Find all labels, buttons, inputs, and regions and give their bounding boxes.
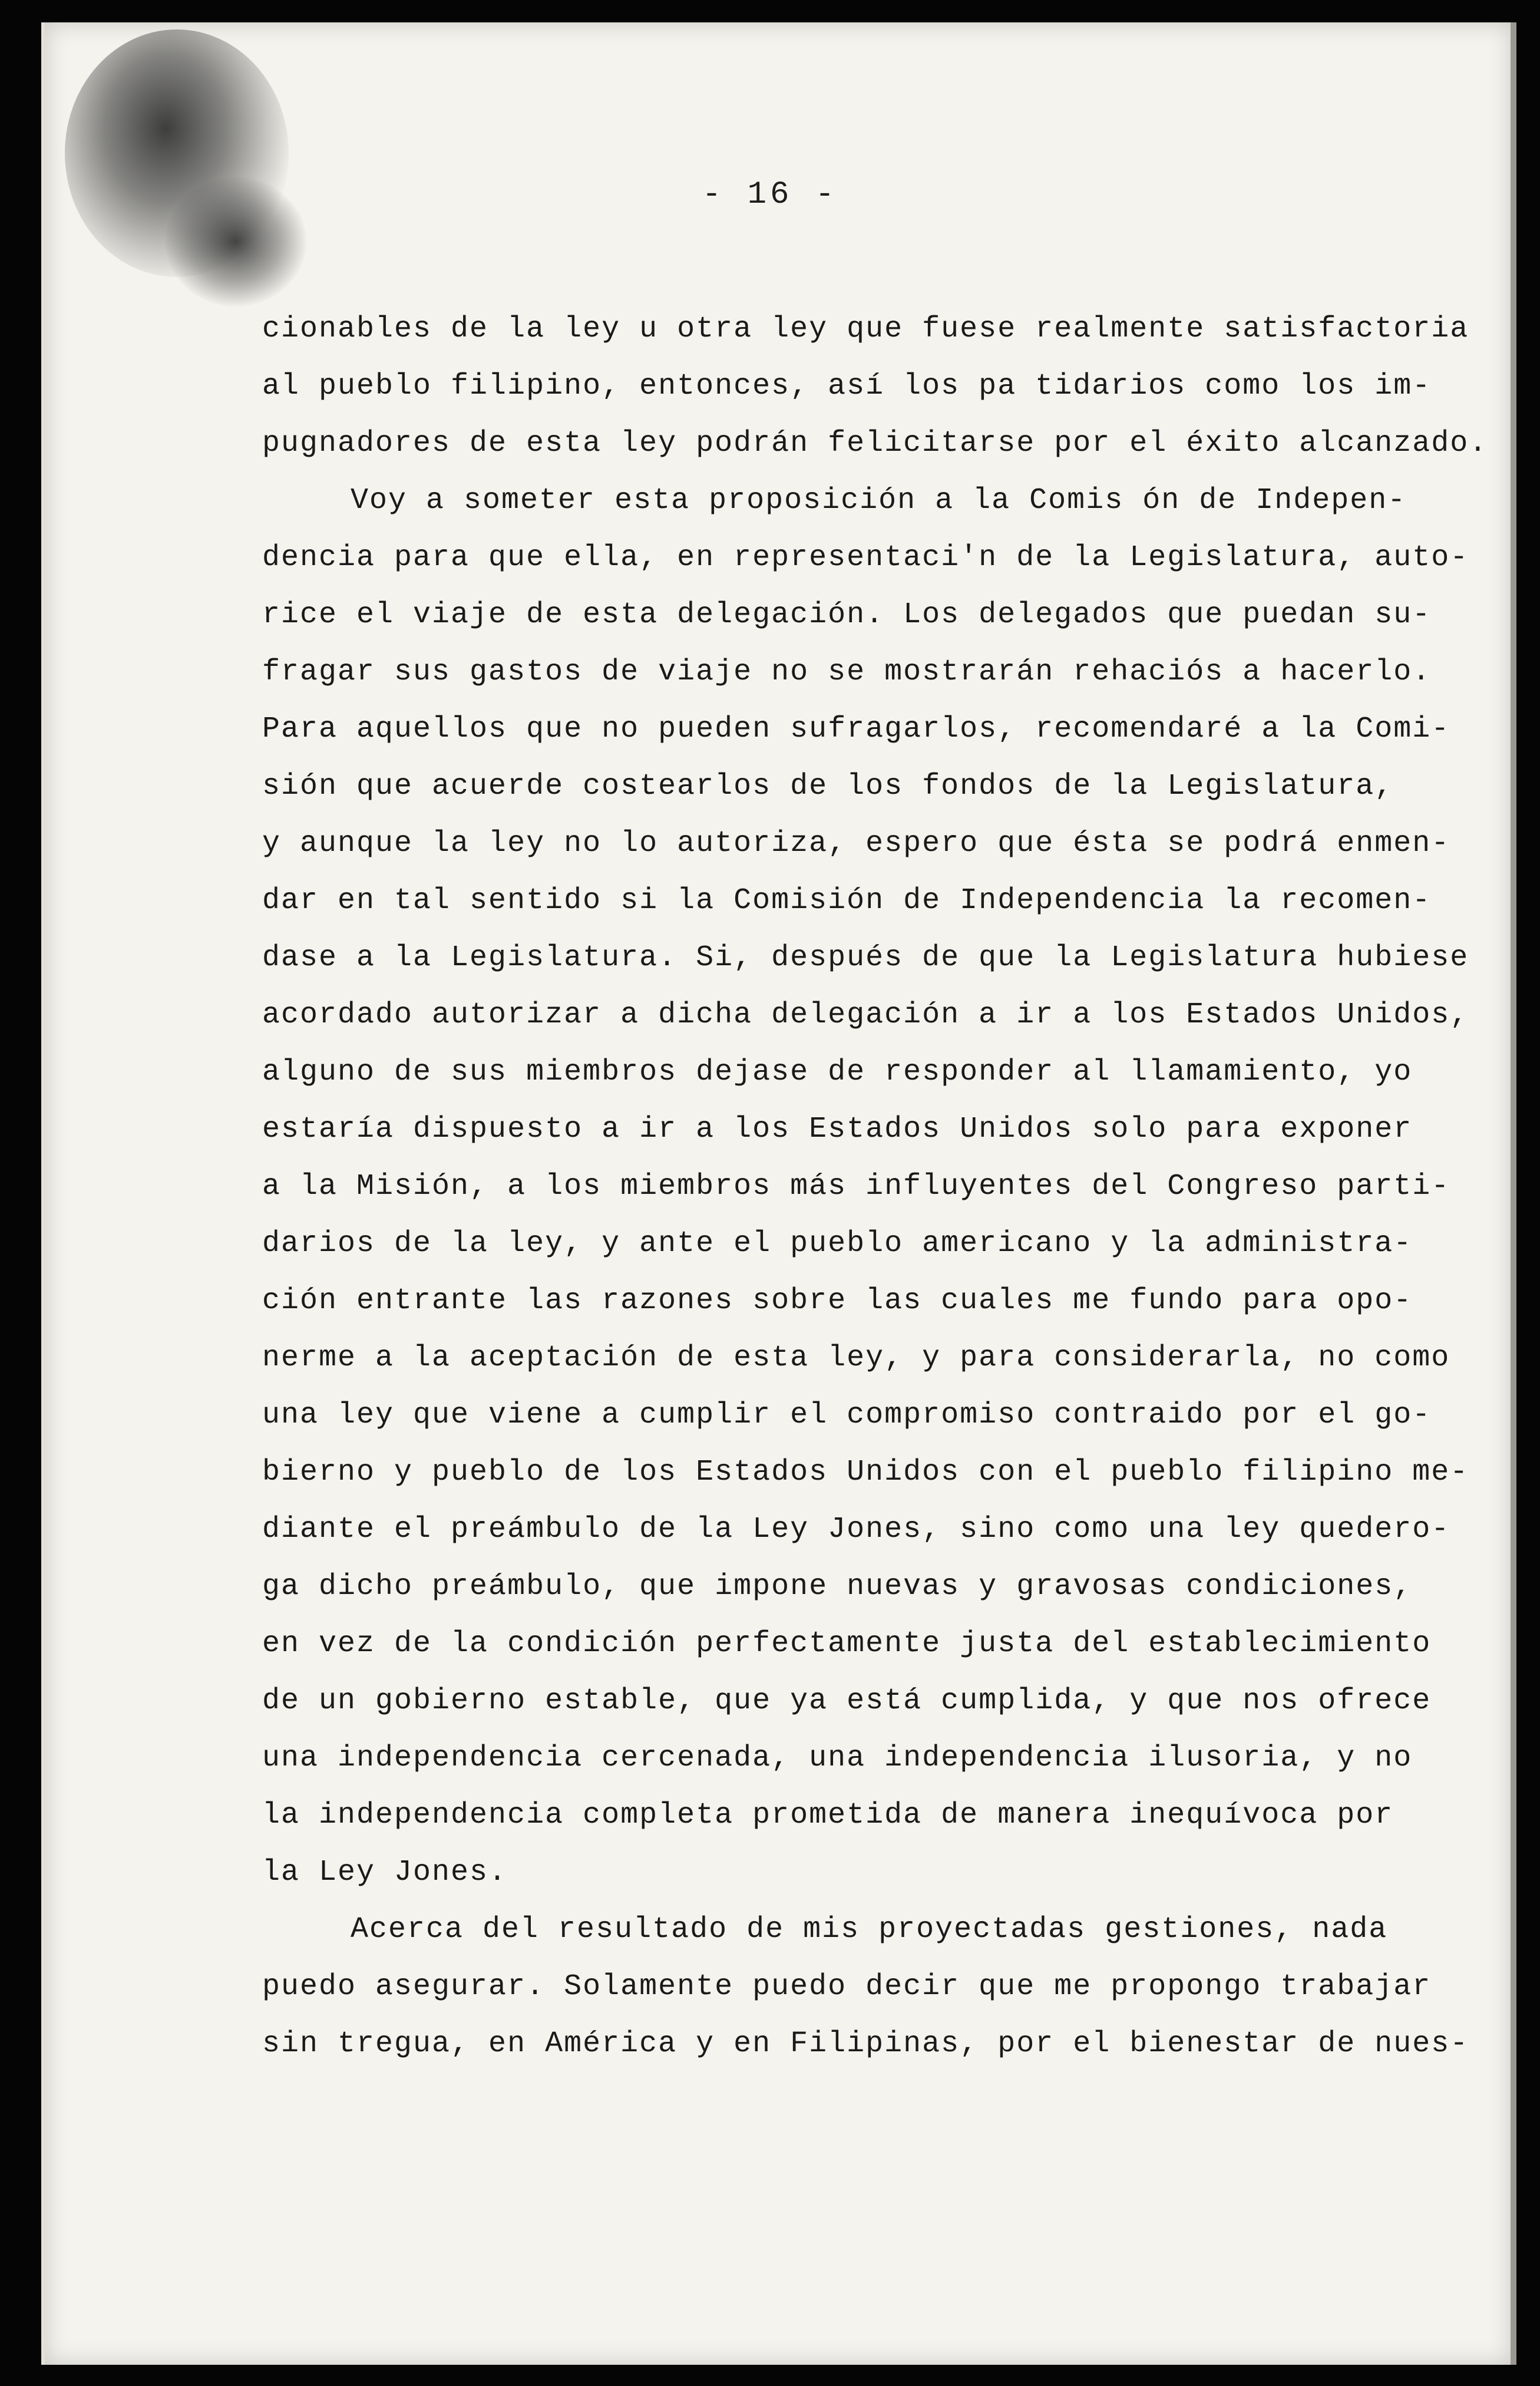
text-line: una ley que viene a cumplir el compromiso contraido por el go- <box>262 1398 1432 1432</box>
text-line: dar en tal sentido si la Comisión de Independencia la recomen- <box>262 884 1432 918</box>
text-line: alguno de sus miembros dejase de responder al llamamiento, yo <box>262 1055 1413 1089</box>
text-line: la independencia completa prometida de manera inequívoca por <box>262 1798 1394 1832</box>
text-line: rice el viaje de esta delegación. Los delegados que puedan su- <box>262 598 1432 632</box>
text-line: la Ley Jones. <box>262 1856 508 1889</box>
text-line: dencia para que ella, en representaci'n de la Legislatura, auto- <box>262 541 1469 575</box>
text-line: ga dicho preámbulo, que impone nuevas y gravosas condiciones, <box>262 1570 1413 1603</box>
text-line: darios de la ley, y ante el pueblo americano y la administra- <box>262 1227 1413 1260</box>
text-line: diante el preámbulo de la Ley Jones, sino como una ley quedero- <box>262 1513 1450 1546</box>
text-line: sión que acuerde costearlos de los fondos de la Legislatura, <box>262 770 1394 803</box>
text-line: Voy a someter esta proposición a la Comis ón de Indepen- <box>351 484 1407 517</box>
text-line: Para aquellos que no pueden sufragarlos, recomendaré a la Comi- <box>262 712 1450 746</box>
text-line: ción entrante las razones sobre las cuales me fundo para opo- <box>262 1284 1413 1318</box>
text-line: a la Misión, a los miembros más influyentes del Congreso parti- <box>262 1170 1450 1203</box>
text-line: fragar sus gastos de viaje no se mostrarán rehaciós a hacerlo. <box>262 655 1432 689</box>
text-line: al pueblo filipino, entonces, así los pa tidarios como los im- <box>262 369 1432 403</box>
text-line: una independencia cercenada, una independencia ilusoria, y no <box>262 1741 1413 1775</box>
text-line: Acerca del resultado de mis proyectadas gestiones, nada <box>351 1913 1388 1946</box>
text-line: pugnadores de esta ley podrán felicitarse por el éxito alcanzado. <box>262 427 1488 460</box>
page-edge <box>1511 22 1516 2365</box>
page-number: - 16 - <box>702 177 838 213</box>
body-text <box>262 301 1488 2073</box>
text-line: de un gobierno estable, que ya está cumplida, y que nos ofrece <box>262 1684 1432 1718</box>
text-line: puedo asegurar. Solamente puedo decir que me propongo trabajar <box>262 1970 1432 2004</box>
text-line: dase a la Legislatura. Si, después de que la Legislatura hubiese <box>262 941 1469 975</box>
text-line: estaría dispuesto a ir a los Estados Unidos solo para exponer <box>262 1113 1413 1146</box>
text-line: bierno y pueblo de los Estados Unidos con el pueblo filipino me- <box>262 1456 1469 1489</box>
text-line: y aunque la ley no lo autoriza, espero que ésta se podrá enmen- <box>262 827 1450 860</box>
text-line: sin tregua, en América y en Filipinas, por el bienestar de nues- <box>262 2027 1469 2061</box>
text-line: cionables de la ley u otra ley que fuese realmente satisfactoria <box>262 312 1469 346</box>
text-line: nerme a la aceptación de esta ley, y para considerarla, no como <box>262 1341 1450 1375</box>
text-line: en vez de la condición perfectamente justa del establecimiento <box>262 1627 1432 1661</box>
text-line: acordado autorizar a dicha delegación a ir a los Estados Unidos, <box>262 998 1469 1032</box>
